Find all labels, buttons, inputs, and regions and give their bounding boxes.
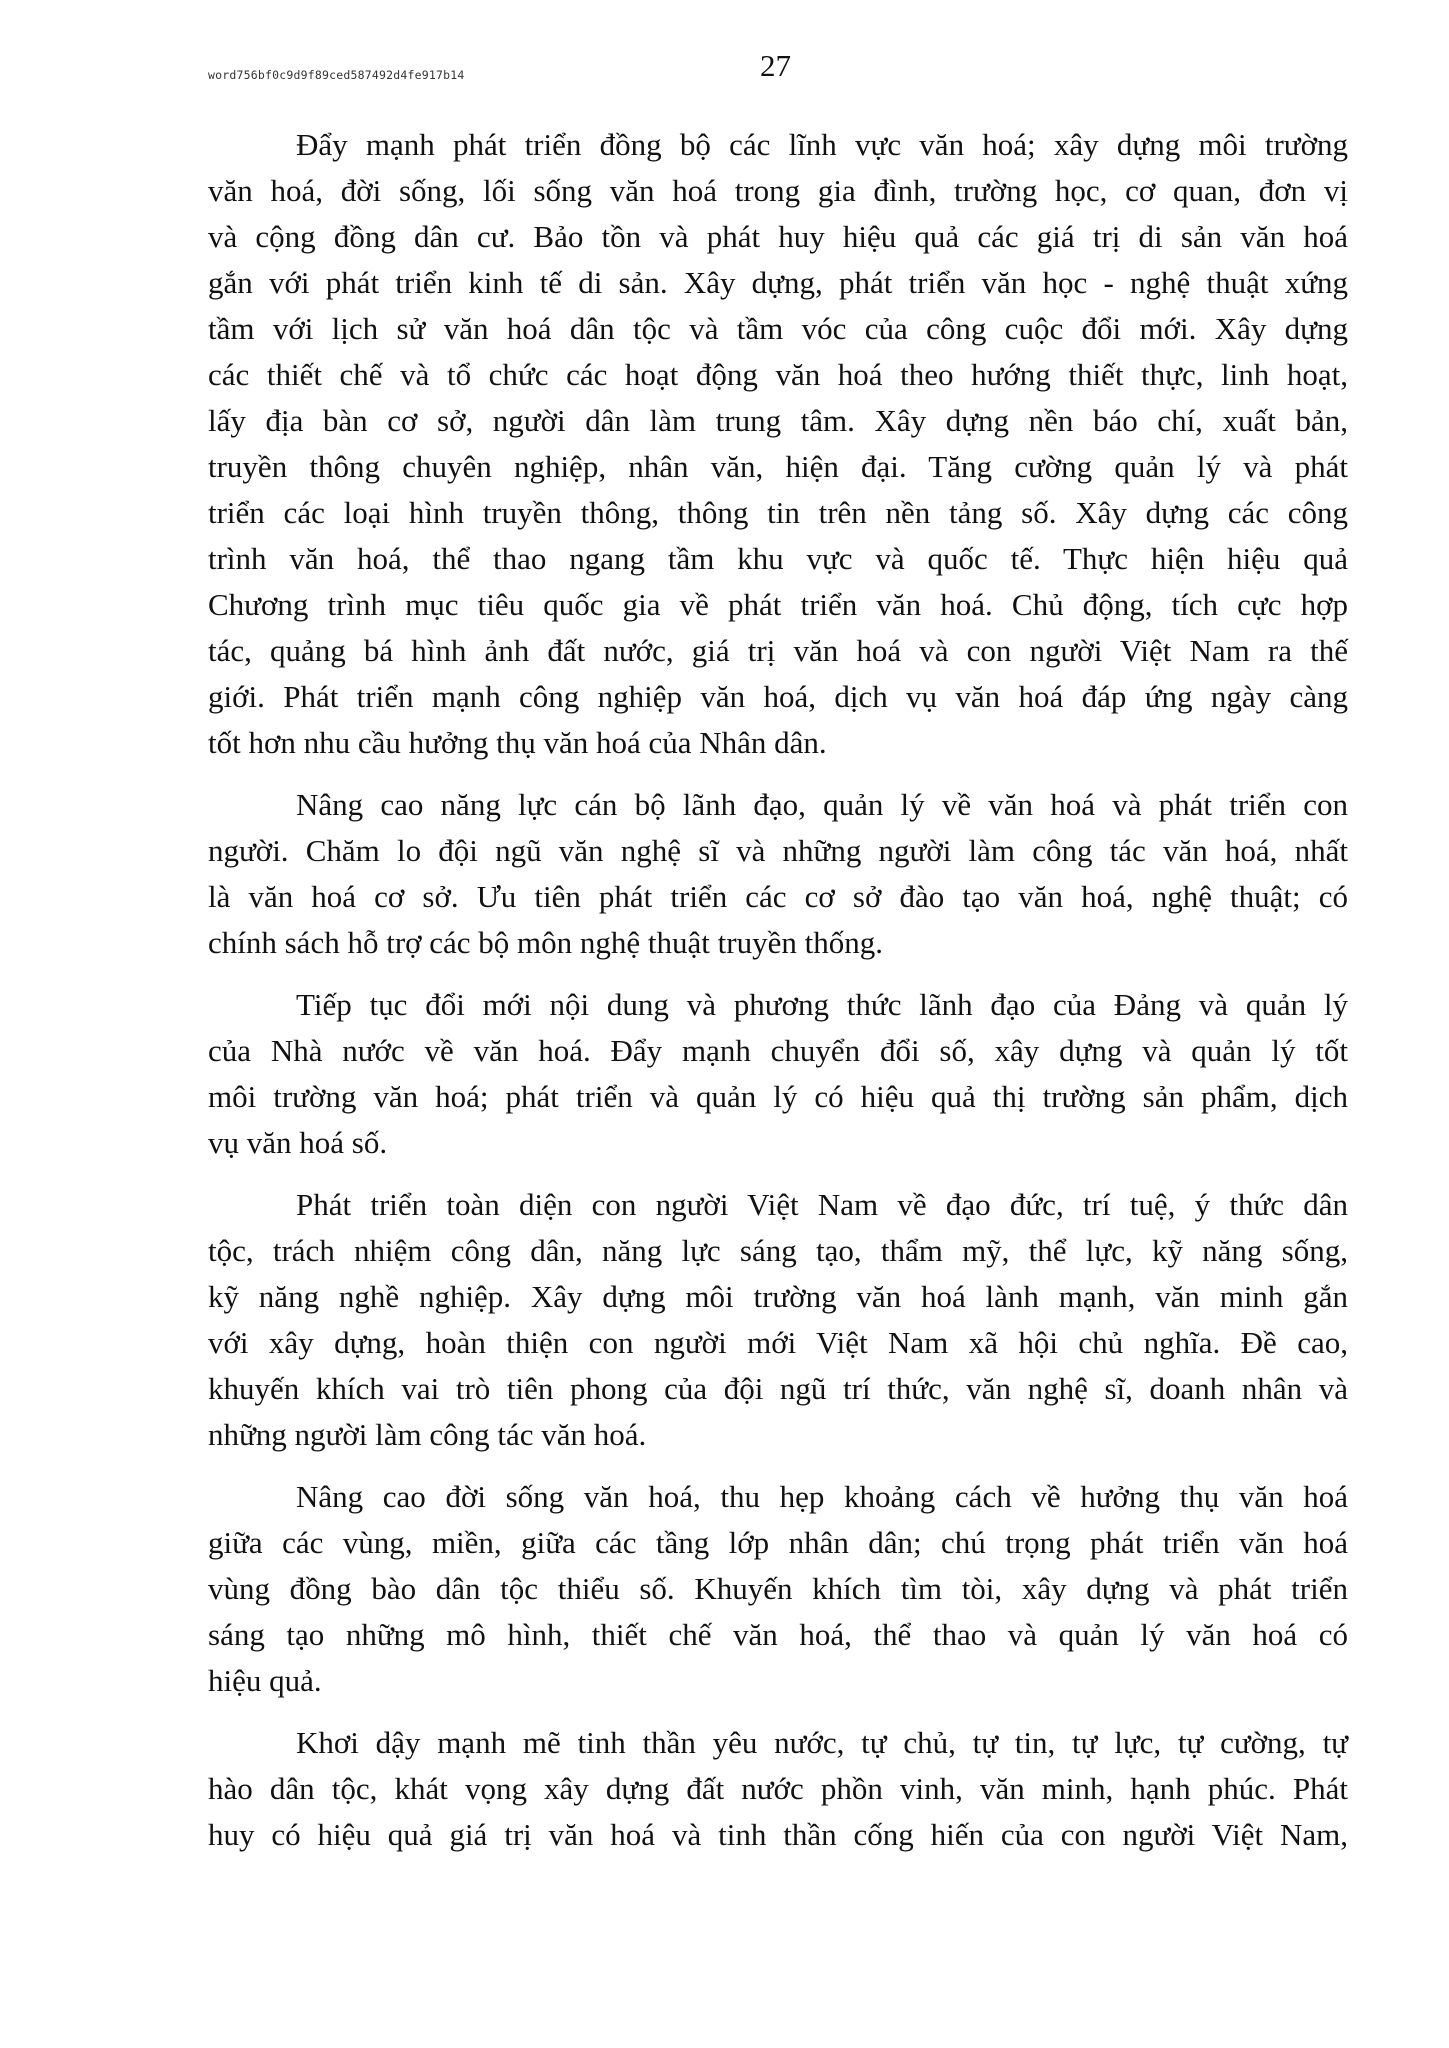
text-line: khuyến khích vai trò tiên phong của đội ngũ trí thức, văn nghệ sĩ, doanh nhân và — [208, 1371, 1348, 1406]
text-line: hào dân tộc, khát vọng xây dựng đất nước phồn vinh, văn minh, hạnh phúc. Phát — [208, 1771, 1348, 1806]
text-line: Đẩy mạnh phát triển đồng bộ các lĩnh vực văn hoá; xây dựng môi trường — [296, 127, 1348, 162]
text-line: triển các loại hình truyền thông, thông tin trên nền tảng số. Xây dựng các công — [208, 495, 1348, 530]
paragraph — [208, 982, 1348, 1166]
text-line: Khơi dậy mạnh mẽ tinh thần yêu nước, tự chủ, tự tin, tự lực, tự cường, tự — [296, 1725, 1348, 1760]
page-number: 27 — [760, 48, 791, 83]
text-line: giới. Phát triển mạnh công nghiệp văn hoá, dịch vụ văn hoá đáp ứng ngày càng — [208, 679, 1348, 714]
text-line: giữa các vùng, miền, giữa các tầng lớp nhân dân; chú trọng phát triển văn hoá — [208, 1525, 1348, 1560]
text-line: Tiếp tục đổi mới nội dung và phương thức lãnh đạo của Đảng và quản lý — [296, 987, 1348, 1022]
text-line: những người làm công tác văn hoá. — [208, 1417, 647, 1452]
text-line: tộc, trách nhiệm công dân, năng lực sáng tạo, thẩm mỹ, thể lực, kỹ năng sống, — [208, 1233, 1348, 1268]
text-line: tốt hơn nhu cầu hưởng thụ văn hoá của Nhân dân. — [208, 725, 827, 760]
paragraph — [208, 1720, 1348, 1858]
text-line: huy có hiệu quả giá trị văn hoá và tinh thần cống hiến của con người Việt Nam, — [208, 1817, 1348, 1852]
paragraph — [208, 122, 1348, 766]
paragraph — [208, 1182, 1348, 1458]
text-line: của Nhà nước về văn hoá. Đẩy mạnh chuyển đổi số, xây dựng và quản lý tốt — [208, 1033, 1348, 1068]
text-line: với xây dựng, hoàn thiện con người mới Việt Nam xã hội chủ nghĩa. Đề cao, — [208, 1325, 1348, 1360]
text-line: lấy địa bàn cơ sở, người dân làm trung tâm. Xây dựng nền báo chí, xuất bản, — [208, 403, 1348, 438]
text-line: các thiết chế và tổ chức các hoạt động văn hoá theo hướng thiết thực, linh hoạt, — [208, 357, 1348, 392]
text-line: kỹ năng nghề nghiệp. Xây dựng môi trường văn hoá lành mạnh, văn minh gắn — [208, 1279, 1348, 1314]
text-line: hiệu quả. — [208, 1663, 322, 1698]
paragraph — [208, 1474, 1348, 1704]
text-line: Nâng cao đời sống văn hoá, thu hẹp khoảng cách về hưởng thụ văn hoá — [296, 1479, 1348, 1514]
text-line: là văn hoá cơ sở. Ưu tiên phát triển các cơ sở đào tạo văn hoá, nghệ thuật; có — [208, 879, 1348, 914]
text-line: tầm với lịch sử văn hoá dân tộc và tầm vóc của công cuộc đổi mới. Xây dựng — [208, 311, 1348, 346]
text-line: người. Chăm lo đội ngũ văn nghệ sĩ và những người làm công tác văn hoá, nhất — [208, 833, 1348, 868]
document-id: word756bf0c9d9f89ced587492d4fe917b14 — [208, 68, 465, 82]
text-line: trình văn hoá, thể thao ngang tầm khu vực và quốc tế. Thực hiện hiệu quả — [208, 541, 1348, 576]
text-line: vùng đồng bào dân tộc thiểu số. Khuyến khích tìm tòi, xây dựng và phát triển — [208, 1571, 1348, 1606]
text-line: vụ văn hoá số. — [208, 1125, 388, 1160]
text-line: Nâng cao năng lực cán bộ lãnh đạo, quản lý về văn hoá và phát triển con — [296, 787, 1348, 822]
text-line: môi trường văn hoá; phát triển và quản lý có hiệu quả thị trường sản phẩm, dịch — [208, 1079, 1348, 1114]
text-line: Chương trình mục tiêu quốc gia về phát triển văn hoá. Chủ động, tích cực hợp — [208, 587, 1348, 622]
text-line: và cộng đồng dân cư. Bảo tồn và phát huy hiệu quả các giá trị di sản văn hoá — [208, 219, 1348, 254]
text-line: gắn với phát triển kinh tế di sản. Xây dựng, phát triển văn học - nghệ thuật xứng — [208, 265, 1348, 300]
text-line: chính sách hỗ trợ các bộ môn nghệ thuật truyền thống. — [208, 925, 883, 960]
text-line: sáng tạo những mô hình, thiết chế văn hoá, thể thao và quản lý văn hoá có — [208, 1617, 1348, 1652]
text-line: tác, quảng bá hình ảnh đất nước, giá trị văn hoá và con người Việt Nam ra thế — [208, 633, 1348, 668]
text-line: Phát triển toàn diện con người Việt Nam về đạo đức, trí tuệ, ý thức dân — [296, 1187, 1348, 1222]
paragraph — [208, 782, 1348, 966]
text-line: văn hoá, đời sống, lối sống văn hoá trong gia đình, trường học, cơ quan, đơn vị — [208, 173, 1348, 208]
body-text — [208, 122, 1348, 1874]
text-line: truyền thông chuyên nghiệp, nhân văn, hiện đại. Tăng cường quản lý và phát — [208, 449, 1348, 484]
